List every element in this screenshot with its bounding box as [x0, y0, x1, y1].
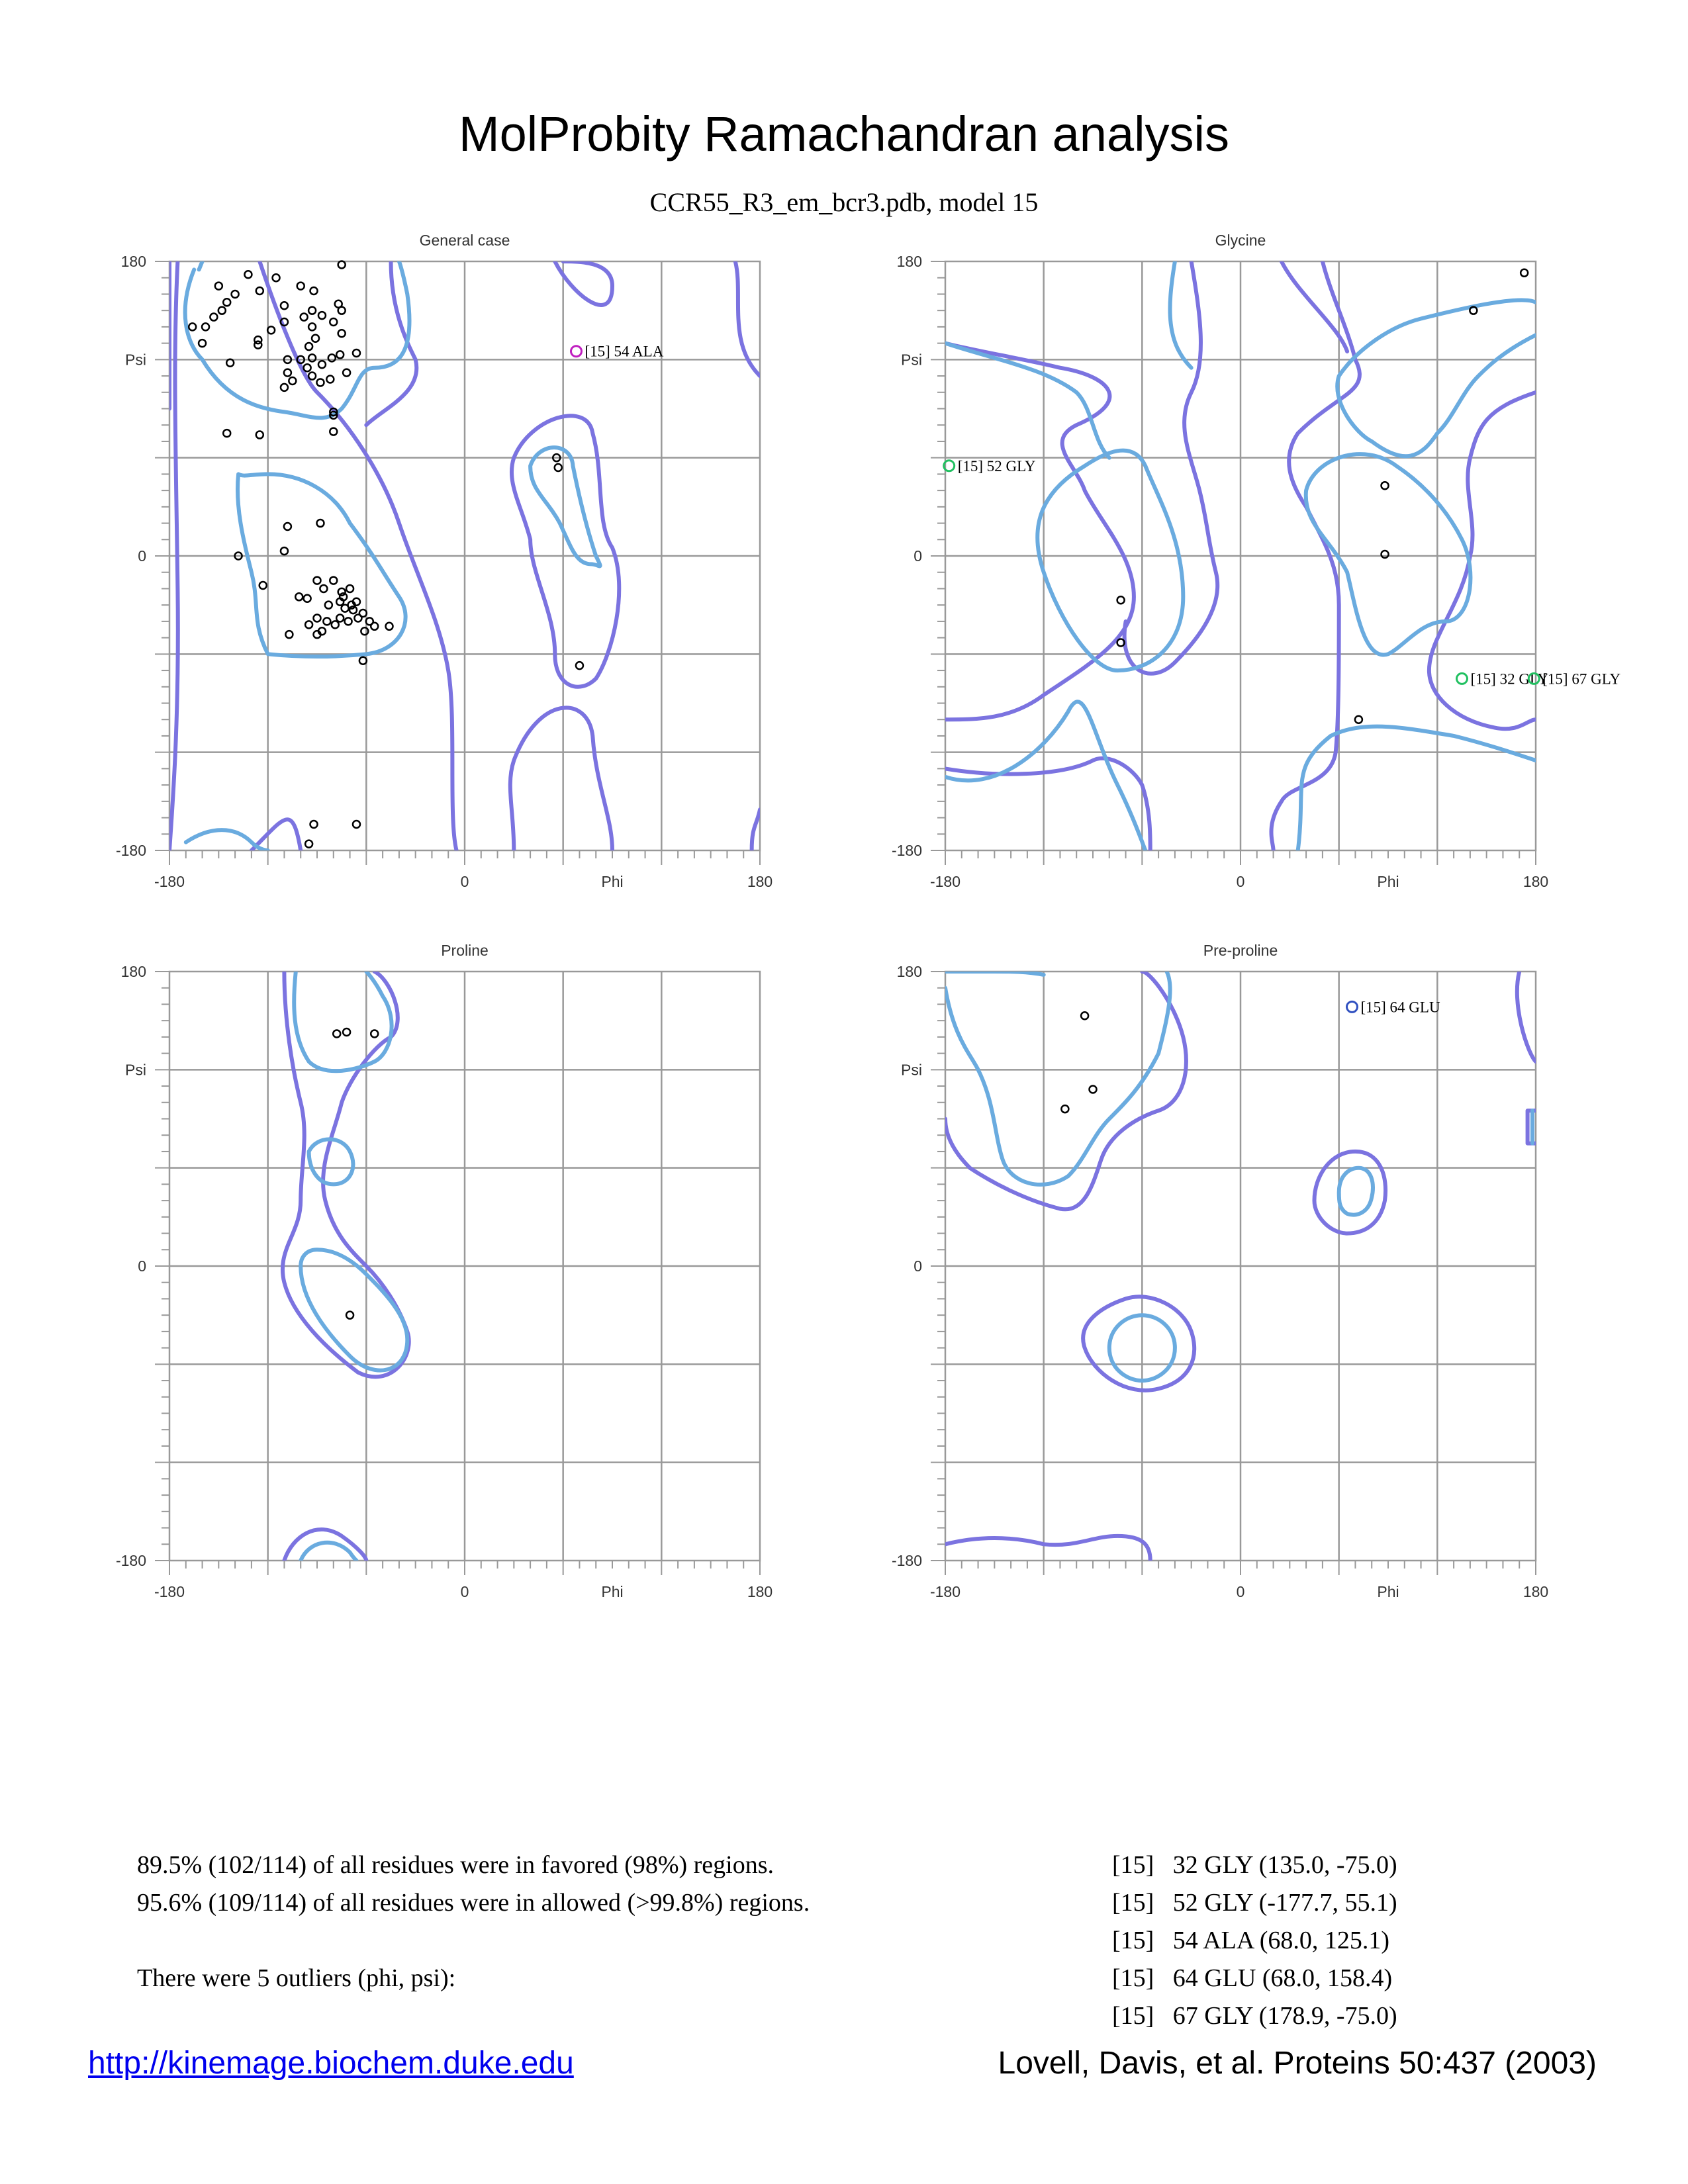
y-tick-label: -180: [115, 1552, 146, 1569]
chart-title: Proline: [441, 942, 489, 959]
data-point: [343, 1028, 350, 1036]
data-point: [281, 547, 288, 555]
data-point: [215, 283, 222, 290]
data-point: [353, 821, 360, 828]
data-point: [336, 351, 344, 358]
data-point: [332, 621, 339, 628]
data-point: [281, 384, 288, 391]
x-tick-label: Phi: [601, 1583, 624, 1600]
data-point: [304, 595, 311, 602]
outlier-point: [1457, 673, 1468, 684]
x-tick-label: 180: [747, 1583, 773, 1600]
y-tick-label: 0: [138, 547, 146, 565]
data-point: [308, 323, 316, 330]
chart-panel: [892, 232, 1620, 890]
outlier-point: [1346, 1001, 1357, 1012]
chart-title: General case: [419, 232, 510, 249]
x-tick-label: 0: [460, 873, 469, 890]
data-point: [232, 291, 239, 298]
data-point: [345, 617, 352, 625]
data-point: [304, 364, 311, 371]
data-point: [314, 614, 321, 621]
y-tick-label: Psi: [901, 1061, 922, 1079]
chart-title: Pre-proline: [1203, 942, 1278, 959]
y-tick-label: -180: [891, 1552, 922, 1569]
data-point: [386, 623, 393, 630]
outlier-item: [15] 54 ALA (68.0, 125.1): [1112, 1927, 1390, 1954]
data-point: [361, 627, 368, 635]
data-point: [1090, 1086, 1097, 1093]
y-tick-label: -180: [891, 842, 922, 859]
data-point: [254, 336, 261, 343]
y-tick-label: 0: [138, 1257, 146, 1275]
data-point: [323, 617, 330, 625]
data-point: [326, 376, 334, 383]
data-point: [328, 354, 336, 361]
data-point: [1061, 1105, 1068, 1113]
data-point: [353, 349, 360, 357]
data-point: [244, 271, 252, 278]
citation: Lovell, Davis, et al. Proteins 50:437 (2003): [998, 2046, 1597, 2081]
data-point: [346, 585, 353, 592]
allowed-stat: 95.6% (109/114) of all residues were in allowed (>99.8%) regions.: [137, 1889, 810, 1917]
data-point: [256, 432, 263, 439]
data-point: [308, 307, 316, 314]
data-point: [320, 585, 327, 592]
data-point: [333, 1030, 340, 1037]
data-point: [305, 343, 312, 350]
outlier-item: [15] 67 GLY (178.9, -75.0): [1112, 2002, 1397, 2030]
x-tick-label: 0: [1236, 1583, 1245, 1600]
x-tick-label: 0: [460, 1583, 469, 1600]
data-point: [336, 614, 344, 621]
y-tick-label: 180: [896, 963, 922, 980]
outlier-label: [15] 32 GLY: [1470, 670, 1549, 688]
data-point: [338, 307, 346, 314]
outlier-label: [15] 52 GLY: [957, 457, 1036, 475]
outlier-point: [571, 346, 581, 357]
data-point: [259, 582, 267, 589]
data-point: [325, 602, 332, 609]
y-tick-label: 0: [914, 1257, 922, 1275]
outlier-label: [15] 54 ALA: [585, 343, 664, 360]
x-tick-label: 180: [1523, 873, 1549, 890]
data-point: [576, 662, 583, 669]
y-tick-label: 180: [896, 253, 922, 270]
data-point: [371, 623, 378, 630]
data-point: [305, 841, 312, 848]
favored-stat: 89.5% (102/114) of all residues were in favored (98%) regions.: [137, 1851, 774, 1879]
data-point: [189, 323, 196, 330]
outlier-list: [1112, 1846, 1397, 2035]
data-point: [316, 379, 324, 386]
data-point: [284, 523, 291, 530]
data-point: [297, 283, 305, 290]
data-point: [308, 354, 316, 361]
data-point: [1382, 482, 1389, 489]
x-tick-label: Phi: [601, 873, 624, 890]
outlier-label: [15] 67 GLY: [1542, 670, 1621, 688]
data-point: [1081, 1012, 1088, 1019]
x-tick-label: 180: [1523, 1583, 1549, 1600]
data-point: [285, 631, 293, 638]
kinemage-link[interactable]: http://kinemage.biochem.duke.edu: [88, 2046, 574, 2081]
data-point: [281, 302, 288, 309]
data-point: [301, 314, 308, 321]
data-point: [312, 335, 319, 342]
y-tick-label: Psi: [125, 351, 146, 369]
data-point: [354, 614, 361, 621]
data-point: [223, 430, 230, 437]
outlier-count: There were 5 outliers (phi, psi):: [137, 1964, 456, 1992]
summary-stats: [137, 1846, 810, 1997]
data-point: [284, 369, 291, 377]
page-title: MolProbity Ramachandran analysis: [459, 107, 1229, 161]
x-tick-label: Phi: [1377, 1583, 1399, 1600]
data-point: [223, 298, 230, 306]
data-point: [1355, 716, 1362, 723]
data-point: [330, 428, 337, 435]
y-tick-label: Psi: [901, 351, 922, 369]
data-point: [318, 361, 326, 368]
chart-title: Glycine: [1215, 232, 1266, 249]
data-point: [1521, 269, 1528, 277]
y-tick-label: -180: [115, 842, 146, 859]
data-point: [273, 274, 280, 281]
page-subtitle: CCR55_R3_em_bcr3.pdb, model 15: [649, 187, 1039, 217]
data-point: [218, 307, 226, 314]
data-point: [199, 340, 206, 347]
data-point: [314, 577, 321, 584]
x-tick-label: -180: [154, 1583, 185, 1600]
outlier-item: [15] 64 GLU (68.0, 158.4): [1112, 1964, 1393, 1992]
chart-panel: [892, 942, 1548, 1600]
data-point: [338, 330, 346, 337]
y-tick-label: 180: [120, 253, 146, 270]
data-point: [1117, 596, 1125, 604]
data-point: [308, 373, 316, 380]
chart-panel: [116, 232, 773, 890]
y-tick-label: 0: [914, 547, 922, 565]
data-point: [289, 377, 296, 385]
outlier-item: [15] 32 GLY (135.0, -75.0): [1112, 1851, 1397, 1879]
data-point: [343, 369, 350, 377]
x-tick-label: -180: [929, 873, 961, 890]
data-point: [330, 577, 337, 584]
stats-spacer: [137, 1922, 810, 1960]
outlier-item: [15] 52 GLY (-177.7, 55.1): [1112, 1889, 1397, 1917]
data-point: [256, 287, 263, 295]
data-point: [555, 464, 562, 471]
data-point: [346, 1312, 353, 1319]
data-point: [310, 821, 318, 828]
x-tick-label: 0: [1236, 873, 1245, 890]
chart-panel: [116, 942, 773, 1600]
data-point: [202, 323, 209, 330]
x-tick-label: Phi: [1377, 873, 1399, 890]
x-tick-label: -180: [154, 873, 185, 890]
data-point: [316, 520, 324, 527]
data-point: [1382, 551, 1389, 558]
data-point: [310, 287, 318, 295]
outlier-label: [15] 64 GLU: [1360, 999, 1440, 1016]
y-tick-label: Psi: [125, 1061, 146, 1079]
y-tick-label: 180: [120, 963, 146, 980]
data-point: [330, 318, 337, 326]
data-point: [295, 593, 303, 600]
data-point: [210, 314, 217, 321]
favored-contour: [945, 972, 1532, 1381]
data-point: [305, 621, 312, 628]
data-point: [371, 1030, 378, 1037]
x-tick-label: -180: [929, 1583, 961, 1600]
data-point: [318, 312, 326, 319]
x-tick-label: 180: [747, 873, 773, 890]
